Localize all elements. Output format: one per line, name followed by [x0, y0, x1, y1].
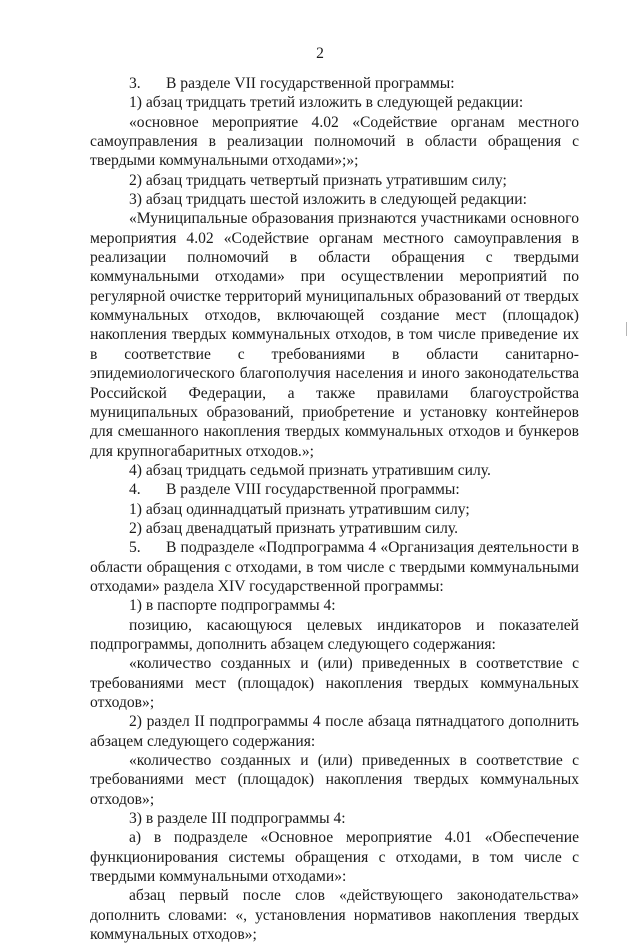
paragraph: 4) абзац тридцать седьмой признать утратившим силу. [129, 461, 491, 479]
paragraph: «количество созданных и (или) приведенных в соответствие с требованиями мест (площадок) накопления твердых коммунальных отходов»; [90, 655, 579, 711]
paragraph: 2) абзац двенадцатый признать утратившим силу. [129, 519, 459, 537]
document-body [90, 74, 579, 944]
paragraph: 1) в паспорте подпрограммы 4: [129, 597, 336, 615]
paragraph-number: 3. [129, 75, 141, 92]
paragraph: абзац первый после слов «действующего законодательства» дополнить словами: «, установления нормативов накопления твердых коммунальных отходов»; [90, 887, 579, 944]
paragraph: а) в подразделе «Основное мероприятие 4.01 «Обеспечение функционирования системы обращения с отходами, в том числе с твердыми коммунальными отходами»: [90, 829, 579, 886]
page-number: 2 [316, 45, 324, 62]
paragraph-text: В разделе VIII государственной программы: [166, 481, 460, 499]
numbered-paragraph [90, 538, 579, 596]
paragraph-number: 4. [129, 481, 141, 499]
paragraph: 2) раздел II подпрограммы 4 после абзаца пятнадцатого дополнить абзацем следующего содержания: [90, 713, 579, 750]
numbered-paragraph [90, 480, 579, 499]
paragraph: 2) абзац тридцать четвертый признать утратившим силу; [129, 171, 507, 189]
paragraph: 3) абзац тридцать шестой изложить в следующей редакции: [129, 191, 527, 209]
paragraph: 3) в разделе III подпрограммы 4: [129, 810, 346, 828]
paragraph: 1) абзац одиннадцатый признать утратившим силу; [129, 500, 470, 518]
paragraph: 1) абзац тридцать третий изложить в следующей редакции: [129, 94, 524, 112]
paragraph: «основное мероприятие 4.02 «Содействие органам местного самоуправления в реализации полномочий в области обращения с твердыми коммунальными отходами»;»; [90, 113, 579, 170]
paragraph-text: В разделе VII государственной программы: [166, 75, 455, 92]
paragraph: «Муниципальные образования признаются участниками основного мероприятия 4.02 «Содействие органам местного самоуправления в реализации полномочий в области обращения с твердыми коммунальными отходами» при осуществлении мероприятий по регулярной очистке территорий муниципальных образований от твердых коммунальных отходов, включающей создание мест (площадок) накопления твердых коммунальных отходов, в том числе приведение их в соответствие с требованиями в области санитарно-эпидемиологического благополучия населения и иного законодательства Российской Федерации, а также правилами благоустройства муниципальных образований, приобретение и установку контейнеров для смешанного накопления твердых коммунальных отходов и бункеров для крупногабаритных отходов.»; [90, 210, 579, 460]
paragraph-text: В подразделе «Подпрограмма 4 «Организация деятельности в области обращения с отходами, в том числе с твердыми коммунальными отходами» раздела XIV государственной программы: [90, 539, 579, 595]
numbered-paragraph [90, 74, 579, 93]
paragraph: позицию, касающуюся целевых индикаторов и показателей подпрограммы, дополнить абзацем следующего содержания: [90, 616, 579, 653]
paragraph-number: 5. [129, 539, 141, 557]
paragraph: «количество созданных и (или) приведенных в соответствие с требованиями мест (площадок) накопления твердых коммунальных отходов»; [90, 752, 579, 808]
scan-artifact [626, 322, 627, 336]
